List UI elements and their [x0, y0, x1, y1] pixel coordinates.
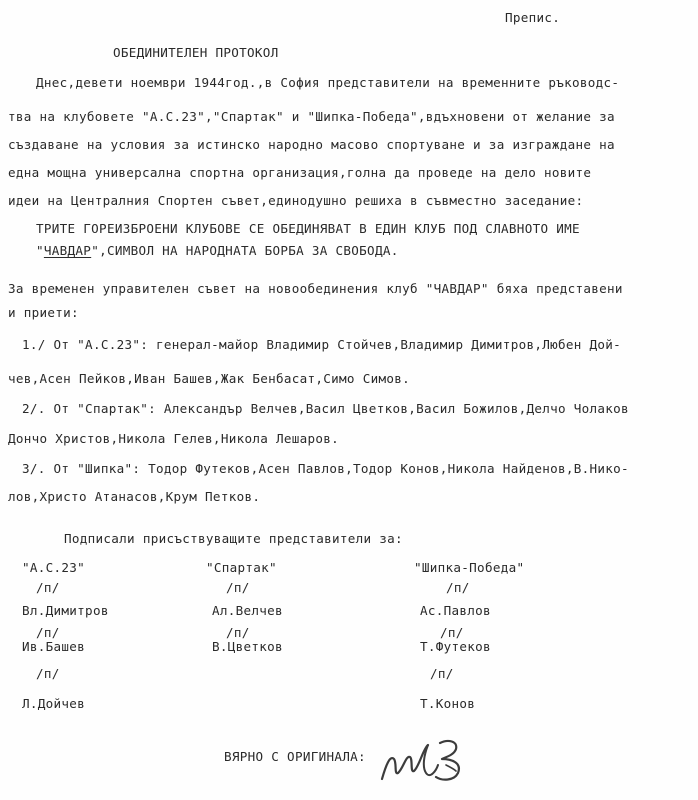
- signatory-name: Ив.Башев: [22, 639, 86, 654]
- handwritten-signature: [376, 735, 486, 790]
- member-list-item: 1./ От "А.С.23": генерал-майор Владимир Стойчев,Владимир Димитров,Любен Дой-: [22, 337, 622, 352]
- intro-line: тва на клубовете "А.С.23","Спартак" и "Шипка-Победа",вдъхновени от желание за: [8, 109, 615, 124]
- signatory-name: Т.Конов: [420, 696, 476, 711]
- club-heading: "Шипка-Победа": [414, 560, 525, 575]
- signature-mark: /п/: [36, 666, 60, 681]
- signatory-name: Л.Дойчев: [22, 696, 86, 711]
- signature-mark: /п/: [36, 625, 60, 640]
- club-heading: "Спартак": [206, 560, 277, 575]
- resolution-rest: ",СИМВОЛ НА НАРОДНАТА БОРБА ЗА СВОБОДА.: [91, 243, 399, 258]
- resolution-line-2: "ЧАВДАР",СИМВОЛ НА НАРОДНАТА БОРБА ЗА СВОБОДА.: [36, 243, 399, 258]
- member-list-item: чев,Асен Пейков,Иван Башев,Жак Бенбасат,Симо Симов.: [8, 371, 410, 386]
- signatory-name: Вл.Димитров: [22, 603, 109, 618]
- signature-mark: /п/: [446, 580, 470, 595]
- certification-label: ВЯРНО С ОРИГИНАЛА:: [224, 749, 366, 764]
- member-list-item: 3/. От "Шипка": Тодор Футеков,Асен Павлов,Тодор Конов,Никола Найденов,В.Нико-: [22, 461, 629, 476]
- signed-by-heading: Подписали присъствуващите представители за:: [64, 531, 403, 546]
- intro-line: Днес,девети ноември 1944год.,в София представители на временните ръководс-: [36, 75, 620, 90]
- resolution-line: ТРИТЕ ГОРЕИЗБРОЕНИ КЛУБОВЕ СЕ ОБЕДИНЯВАТ В ЕДИН КЛУБ ПОД СЛАВНОТО ИМЕ: [36, 221, 580, 236]
- signature-mark: /п/: [226, 625, 250, 640]
- signatory-name: Ас.Павлов: [420, 603, 491, 618]
- signature-scribble: [376, 735, 486, 790]
- signature-mark: /п/: [430, 666, 454, 681]
- signature-mark: /п/: [226, 580, 250, 595]
- club-heading: "А.С.23": [22, 560, 86, 575]
- member-list-item: 2/. От "Спартак": Александър Велчев,Васил Цветков,Васил Божилов,Делчо Чолаков: [22, 401, 629, 416]
- signatory-name: В.Цветков: [212, 639, 283, 654]
- signatory-name: Т.Футеков: [420, 639, 491, 654]
- document-title: ОБЕДИНИТЕЛЕН ПРОТОКОЛ: [113, 45, 279, 60]
- council-line: За временен управителен съвет на новообединения клуб "ЧАВДАР" бяха представени: [8, 281, 623, 296]
- signature-mark: /п/: [440, 625, 464, 640]
- signature-mark: /п/: [36, 580, 60, 595]
- member-list-item: Дончо Христов,Никола Гелев,Никола Лешаров.: [8, 431, 340, 446]
- copy-label: Препис.: [505, 10, 561, 25]
- council-line: и приети:: [8, 305, 79, 320]
- intro-line: създаване на условия за истинско народно масово спортуване и за изграждане на: [8, 137, 615, 152]
- intro-line: идеи на Централния Спортен съвет,единодушно решиха в съвместно заседание:: [8, 193, 584, 208]
- club-name: ЧАВДАР: [43, 243, 92, 258]
- intro-line: една мощна универсална спортна организация,голна да проведе на дело новите: [8, 165, 592, 180]
- signatory-name: Ал.Велчев: [212, 603, 283, 618]
- member-list-item: лов,Христо Атанасов,Крум Петков.: [8, 489, 261, 504]
